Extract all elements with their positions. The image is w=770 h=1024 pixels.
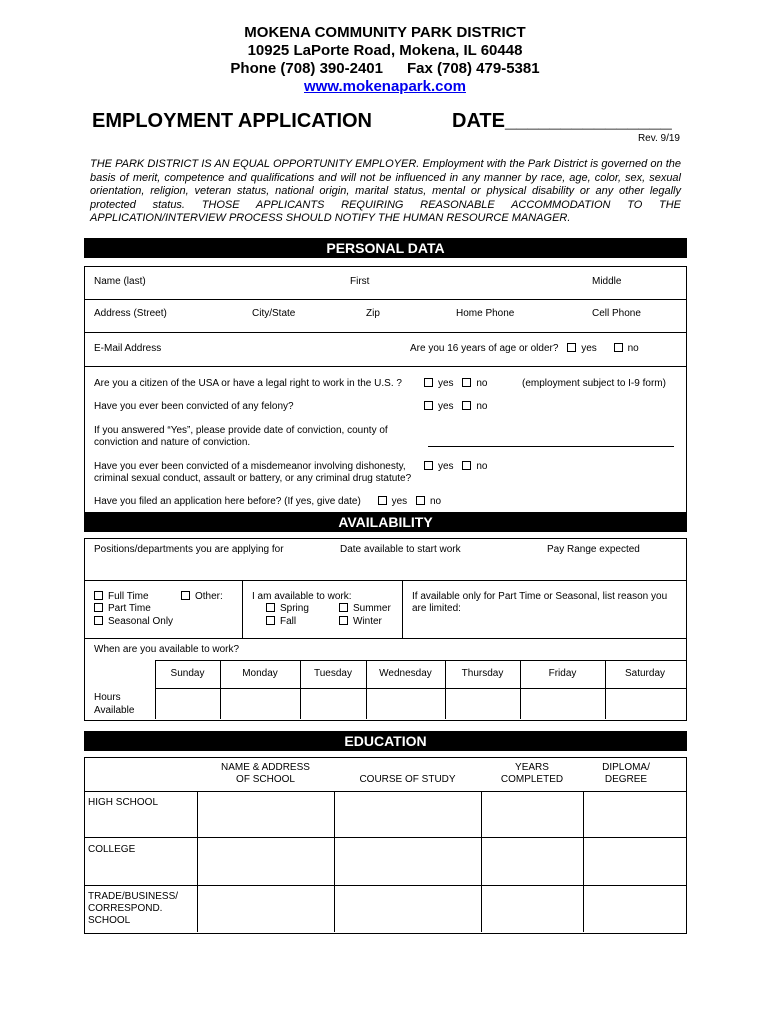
col-school-name-line1: NAME & ADDRESS	[221, 762, 310, 773]
row-trade-line1: TRADE/BUSINESS/	[88, 891, 179, 902]
filed-yes-checkbox[interactable]	[378, 496, 387, 505]
no-label: no	[476, 461, 488, 472]
citizen-question: Are you a citizen of the USA or have a legal right to work in the U.S. ?	[94, 378, 402, 389]
row-trade-line3: SCHOOL	[88, 915, 131, 926]
misdemeanor-options	[424, 461, 487, 473]
city-state-label: City/State	[252, 308, 296, 319]
divider	[84, 791, 687, 792]
summer-option	[339, 603, 391, 615]
part-time-label: Part Time	[108, 603, 151, 614]
org-address: 10925 LaPorte Road, Mokena, IL 60448	[247, 42, 523, 59]
pay-range-label: Pay Range expected	[547, 544, 640, 555]
misdemeanor-line1: Have you ever been convicted of a misdemeanor involving dishonesty,	[94, 461, 406, 472]
page-title: EMPLOYMENT APPLICATION	[92, 110, 372, 132]
positions-label: Positions/departments you are applying for	[94, 544, 284, 555]
org-contact	[0, 60, 770, 78]
day-sunday: Sunday	[170, 668, 205, 679]
divider	[155, 660, 687, 661]
col-years-line2: COMPLETED	[500, 774, 564, 785]
org-website-link[interactable]: www.mokenapark.com	[304, 78, 466, 95]
day-wednesday: Wednesday	[379, 668, 432, 679]
felony-question: Have you ever been convicted of any felony?	[94, 401, 294, 412]
felony-yes-checkbox[interactable]	[424, 401, 433, 410]
spring-option	[266, 603, 309, 615]
age-question-row	[410, 343, 639, 355]
name-last-label: Name (last)	[94, 276, 146, 287]
org-phone: Phone (708) 390-2401	[230, 60, 383, 77]
availability-box	[84, 538, 687, 721]
part-time-option	[94, 603, 151, 615]
when-available-label: When are you available to work?	[94, 644, 240, 655]
citizen-options	[424, 378, 487, 390]
date-field[interactable]: DATE_______________	[452, 110, 672, 132]
spring-label: Spring	[280, 603, 309, 614]
yes-label: yes	[438, 378, 454, 389]
col-diploma-line2: DEGREE	[604, 774, 648, 785]
first-name-label: First	[350, 276, 370, 287]
summer-label: Summer	[353, 603, 391, 614]
yes-label: yes	[438, 461, 454, 472]
personal-data-heading: PERSONAL DATA	[84, 238, 687, 258]
winter-checkbox[interactable]	[339, 616, 348, 625]
street-label: Address (Street)	[94, 308, 167, 319]
age-no-checkbox[interactable]	[614, 343, 623, 352]
divider	[84, 885, 687, 886]
date-available-label: Date available to start work	[340, 544, 461, 555]
col-school-name	[197, 762, 334, 786]
revision-label: Rev. 9/19	[637, 133, 680, 144]
divider	[242, 580, 243, 638]
divider	[84, 638, 687, 639]
day-friday: Friday	[548, 668, 577, 679]
other-checkbox[interactable]	[181, 591, 190, 600]
age-yes-checkbox[interactable]	[567, 343, 576, 352]
fall-checkbox[interactable]	[266, 616, 275, 625]
spring-checkbox[interactable]	[266, 603, 275, 612]
divider	[155, 688, 687, 689]
winter-label: Winter	[353, 616, 382, 627]
col-years-line1: YEARS	[515, 762, 549, 773]
eeo-statement: THE PARK DISTRICT IS AN EQUAL OPPORTUNITY EMPLOYER. Employment with the Park District is governed on the basis of merit, competence and qualifications and will not be influenced in any manner by race, age, color, sex, sexual orientation, religion, veteran status, national origin, marital status, mental or physical disability or any other legally protected status. THOSE APPLICANTS REQUIRING REASONABLE ACCOMMODATION TO THE APPLICATION/INTERVIEW PROCESS SHOULD NOTIFY THE HUMAN RESOURCE MANAGER.	[90, 158, 681, 224]
divider	[481, 791, 482, 932]
summer-checkbox[interactable]	[339, 603, 348, 612]
fall-option	[266, 616, 296, 628]
divider	[84, 332, 687, 333]
full-time-label: Full Time	[108, 591, 149, 602]
part-time-checkbox[interactable]	[94, 603, 103, 612]
age-question: Are you 16 years of age or older?	[410, 343, 559, 354]
row-trade-line2: CORRESPOND.	[88, 903, 163, 914]
day-tuesday: Tuesday	[314, 668, 352, 679]
no-label: no	[627, 343, 639, 354]
divider	[84, 299, 687, 300]
col-years	[481, 762, 583, 786]
divider	[84, 366, 687, 367]
felony-details-line1: If you answered “Yes”, please provide date of conviction, county of	[94, 425, 388, 436]
available-to-work-label: I am available to work:	[252, 591, 352, 602]
misdemeanor-yes-checkbox[interactable]	[424, 461, 433, 470]
other-label: Other:	[195, 591, 223, 602]
part-time-reason-line2: are limited:	[412, 603, 461, 614]
filed-before-question: Have you filed an application here before? (If yes, give date)	[94, 496, 361, 507]
org-website-row	[0, 78, 770, 96]
felony-details-answer-line[interactable]	[428, 446, 674, 447]
divider	[197, 791, 198, 932]
divider	[583, 791, 584, 932]
col-school-name-line2: OF SCHOOL	[236, 774, 295, 785]
fall-label: Fall	[280, 616, 297, 627]
yes-label: yes	[581, 343, 597, 354]
availability-heading: AVAILABILITY	[84, 512, 687, 532]
day-thursday: Thursday	[461, 668, 504, 679]
no-label: no	[476, 378, 488, 389]
col-course: COURSE OF STUDY	[359, 774, 456, 785]
cell-phone-label: Cell Phone	[592, 308, 641, 319]
seasonal-checkbox[interactable]	[94, 616, 103, 625]
divider	[84, 580, 687, 581]
citizen-no-checkbox[interactable]	[462, 378, 471, 387]
yes-label: yes	[438, 401, 454, 412]
hours-label-line1: Hours	[94, 692, 121, 703]
i9-note: (employment subject to I-9 form)	[522, 378, 666, 389]
col-diploma-line1: DIPLOMA/	[602, 762, 650, 773]
hours-label-line2: Available	[94, 705, 135, 716]
row-college: COLLEGE	[88, 844, 136, 855]
divider	[84, 837, 687, 838]
yes-label: yes	[391, 496, 408, 507]
other-option	[181, 591, 223, 603]
full-time-checkbox[interactable]	[94, 591, 103, 600]
citizen-yes-checkbox[interactable]	[424, 378, 433, 387]
seasonal-option	[94, 616, 173, 628]
org-fax: Fax (708) 479-5381	[406, 60, 540, 77]
divider	[334, 791, 335, 932]
no-label: no	[476, 401, 488, 412]
home-phone-label: Home Phone	[456, 308, 515, 319]
part-time-reason-line1: If available only for Part Time or Seasonal, list reason you	[412, 591, 668, 602]
col-diploma	[583, 762, 669, 786]
misdemeanor-line2: criminal sexual conduct, assault or battery, or any criminal drug statute?	[94, 473, 412, 484]
full-time-option	[94, 591, 149, 603]
middle-name-label: Middle	[592, 276, 622, 287]
row-high-school: HIGH SCHOOL	[88, 797, 159, 808]
org-name: MOKENA COMMUNITY PARK DISTRICT	[244, 24, 526, 41]
row-trade	[88, 891, 178, 927]
education-heading: EDUCATION	[84, 731, 687, 751]
day-monday: Monday	[242, 668, 278, 679]
zip-label: Zip	[366, 308, 380, 319]
divider	[402, 580, 403, 638]
day-saturday: Saturday	[624, 668, 666, 679]
filed-no-checkbox[interactable]	[416, 496, 425, 505]
felony-options	[424, 401, 487, 413]
misdemeanor-no-checkbox[interactable]	[462, 461, 471, 470]
filed-before-row	[94, 496, 441, 508]
no-label: no	[429, 496, 442, 507]
winter-option	[339, 616, 382, 628]
felony-details-line2: conviction and nature of conviction.	[94, 437, 251, 448]
seasonal-label: Seasonal Only	[108, 616, 174, 627]
email-label: E-Mail Address	[94, 343, 162, 354]
felony-no-checkbox[interactable]	[462, 401, 471, 410]
